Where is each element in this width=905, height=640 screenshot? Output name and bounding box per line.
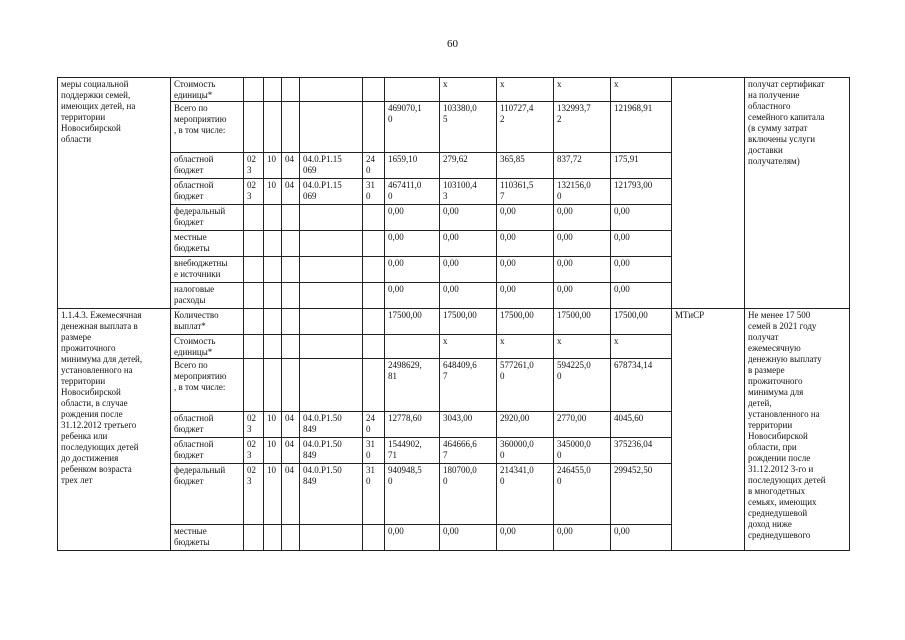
table-cell: 04.0.P1.50 849 <box>300 464 363 525</box>
table-cell: 04 <box>282 153 300 179</box>
table-cell: 02 3 <box>244 438 264 464</box>
table-cell: 02 3 <box>244 153 264 179</box>
table-cell: 0,00 <box>497 205 554 231</box>
table-cell: 0,00 <box>440 231 497 257</box>
table-cell <box>363 257 385 283</box>
table-cell: 0,00 <box>497 525 554 551</box>
table-cell <box>244 283 264 309</box>
table-cell: 0,00 <box>611 525 672 551</box>
table-cell: областной бюджет <box>171 412 244 438</box>
table-cell <box>282 231 300 257</box>
table-cell: получат сертификат на получение областного семейного капитала (в сумму затрат включены услуги доставки получателям) <box>745 78 850 309</box>
table-cell <box>300 525 363 551</box>
table-cell: 4045,60 <box>611 412 672 438</box>
table-row <box>58 309 850 335</box>
table-cell: 132156,0 0 <box>554 179 611 205</box>
table-cell: 175,91 <box>611 153 672 179</box>
table-cell: 375236,04 <box>611 438 672 464</box>
table-cell: 464666,6 7 <box>440 438 497 464</box>
table-cell: 0,00 <box>554 231 611 257</box>
table-cell: областной бюджет <box>171 438 244 464</box>
table-cell <box>282 309 300 335</box>
table-cell <box>282 283 300 309</box>
table-cell <box>264 283 282 309</box>
table-cell: 02 3 <box>244 464 264 525</box>
table-cell: 0,00 <box>554 525 611 551</box>
table-cell: Всего по мероприятию , в том числе: <box>171 102 244 153</box>
table-cell <box>363 283 385 309</box>
budget-table <box>57 77 850 551</box>
table-cell: 17500,00 <box>611 309 672 335</box>
table-cell: 469070,1 0 <box>385 102 440 153</box>
table-cell: 110361,5 7 <box>497 179 554 205</box>
table-cell: 04.0.P1.15 069 <box>300 179 363 205</box>
table-cell: 0,00 <box>440 205 497 231</box>
table-cell: 365,85 <box>497 153 554 179</box>
table-cell: 04.0.P1.50 849 <box>300 412 363 438</box>
table-cell: x <box>611 78 672 102</box>
table-cell: 279,62 <box>440 153 497 179</box>
table-cell: 0,00 <box>611 257 672 283</box>
table-cell <box>282 335 300 359</box>
table-cell <box>363 525 385 551</box>
table-cell: 31 0 <box>363 464 385 525</box>
table-cell: 577261,0 0 <box>497 359 554 412</box>
table-cell <box>264 359 282 412</box>
table-cell <box>244 102 264 153</box>
table-cell <box>264 525 282 551</box>
table-cell: 1544902, 71 <box>385 438 440 464</box>
table-cell: 0,00 <box>385 231 440 257</box>
table-cell: 121968,91 <box>611 102 672 153</box>
table-cell: областной бюджет <box>171 153 244 179</box>
table-cell <box>244 205 264 231</box>
table-cell: 0,00 <box>385 283 440 309</box>
table-cell <box>363 205 385 231</box>
table-body <box>58 78 850 551</box>
table-cell: 103380,0 5 <box>440 102 497 153</box>
table-cell: 0,00 <box>497 283 554 309</box>
table-cell: федеральный бюджет <box>171 464 244 525</box>
table-cell <box>363 359 385 412</box>
table-cell: 594225,0 0 <box>554 359 611 412</box>
table-cell: налоговые расходы <box>171 283 244 309</box>
table-cell <box>300 231 363 257</box>
table-cell: 12778,60 <box>385 412 440 438</box>
table-cell <box>264 309 282 335</box>
table-cell: 648409,6 7 <box>440 359 497 412</box>
table-cell <box>264 78 282 102</box>
table-cell: x <box>440 335 497 359</box>
table-cell <box>244 231 264 257</box>
table-cell: МТиСР <box>672 309 745 551</box>
table-cell: 0,00 <box>611 205 672 231</box>
table-cell <box>300 78 363 102</box>
table-cell <box>282 205 300 231</box>
table-cell: 04.0.P1.15 069 <box>300 153 363 179</box>
table-cell: 940948,5 0 <box>385 464 440 525</box>
table-cell: 0,00 <box>554 283 611 309</box>
table-cell <box>244 525 264 551</box>
table-cell: 467411,0 0 <box>385 179 440 205</box>
table-cell: Количество выплат* <box>171 309 244 335</box>
table-cell: 132993,7 2 <box>554 102 611 153</box>
table-cell: 17500,00 <box>554 309 611 335</box>
table-cell: 246455,0 0 <box>554 464 611 525</box>
table-cell: 0,00 <box>440 257 497 283</box>
table-cell: 0,00 <box>385 205 440 231</box>
table-cell <box>264 257 282 283</box>
table-cell: 02 3 <box>244 179 264 205</box>
table-cell <box>363 102 385 153</box>
table-cell <box>244 359 264 412</box>
table-cell: 0,00 <box>385 525 440 551</box>
table-cell: 2920,00 <box>497 412 554 438</box>
table-cell: 0,00 <box>497 231 554 257</box>
table-cell <box>264 335 282 359</box>
table-cell <box>363 335 385 359</box>
table-cell <box>282 78 300 102</box>
table-cell: 04.0.P1.50 849 <box>300 438 363 464</box>
table-cell: 04 <box>282 179 300 205</box>
table-cell <box>672 78 745 309</box>
table-cell: областной бюджет <box>171 179 244 205</box>
table-cell <box>363 231 385 257</box>
table-cell: Стоимость единицы* <box>171 78 244 102</box>
table-cell: 10 <box>264 464 282 525</box>
table-cell: x <box>440 78 497 102</box>
table-cell <box>385 335 440 359</box>
table-cell <box>363 309 385 335</box>
table-cell: 24 0 <box>363 153 385 179</box>
table-cell: 17500,00 <box>497 309 554 335</box>
table-cell: 103100,4 3 <box>440 179 497 205</box>
table-cell: 0,00 <box>554 257 611 283</box>
table-cell: 121793,00 <box>611 179 672 205</box>
table-cell <box>300 283 363 309</box>
table-cell: 678734,14 <box>611 359 672 412</box>
table-cell: x <box>554 78 611 102</box>
table-cell: 3043,00 <box>440 412 497 438</box>
table-cell: 214341,0 0 <box>497 464 554 525</box>
table-cell: федеральный бюджет <box>171 205 244 231</box>
table-cell: 299452,50 <box>611 464 672 525</box>
table-row <box>58 78 850 102</box>
table-cell: 0,00 <box>554 205 611 231</box>
table-cell <box>244 335 264 359</box>
table-cell: 0,00 <box>497 257 554 283</box>
table-cell <box>244 78 264 102</box>
table-cell: x <box>554 335 611 359</box>
page-number: 60 <box>447 38 458 50</box>
table-cell: 180700,0 0 <box>440 464 497 525</box>
table-cell: 2770,00 <box>554 412 611 438</box>
table-cell: 04 <box>282 412 300 438</box>
table-cell: 02 3 <box>244 412 264 438</box>
table-cell: Не менее 17 500 семей в 2021 году получат ежемесячную денежную выплату в размере прожиточного минимума для детей, установленного на территории Новосибирской области, при рождении после 31.12.2012 3-го и последующих детей в многодетных семьях, имеющих среднедушевой доход ниже среднедушевого <box>745 309 850 551</box>
table-cell: 1659,10 <box>385 153 440 179</box>
table-cell: 17500,00 <box>385 309 440 335</box>
table-cell <box>282 525 300 551</box>
table-cell: меры социальной поддержки семей, имеющих детей, на территории Новосибирской области <box>58 78 171 309</box>
table-cell: внебюджетны е источники <box>171 257 244 283</box>
table-cell: 31 0 <box>363 179 385 205</box>
table-cell <box>300 359 363 412</box>
table-cell <box>300 257 363 283</box>
table-cell: 360000,0 0 <box>497 438 554 464</box>
table-cell: 04 <box>282 438 300 464</box>
table-cell: 10 <box>264 179 282 205</box>
table-cell: 0,00 <box>385 257 440 283</box>
table-cell <box>264 231 282 257</box>
table-cell: 24 0 <box>363 412 385 438</box>
table-cell: 2498629, 81 <box>385 359 440 412</box>
table-cell: 17500,00 <box>440 309 497 335</box>
table-cell: 0,00 <box>440 283 497 309</box>
table-cell: 31 0 <box>363 438 385 464</box>
table-cell: 10 <box>264 153 282 179</box>
table-cell: 10 <box>264 438 282 464</box>
table-cell: 0,00 <box>611 231 672 257</box>
table-cell: x <box>611 335 672 359</box>
table-cell: 04 <box>282 464 300 525</box>
table-cell <box>244 257 264 283</box>
table-cell: 0,00 <box>611 283 672 309</box>
table-cell <box>385 78 440 102</box>
table-cell <box>300 335 363 359</box>
table-cell <box>244 309 264 335</box>
table-cell <box>300 309 363 335</box>
table-cell <box>300 102 363 153</box>
table-cell: Стоимость единицы* <box>171 335 244 359</box>
table-cell <box>363 78 385 102</box>
table-cell: местные бюджеты <box>171 231 244 257</box>
table-cell: Всего по мероприятию , в том числе: <box>171 359 244 412</box>
table-cell <box>264 205 282 231</box>
table-cell <box>282 359 300 412</box>
table-cell: 1.1.4.3. Ежемесячная денежная выплата в размере прожиточного минимума для детей, установленного на территории Новосибирской области, в случае рождения после 31.12.2012 третьего ребенка или последующих детей до достижения ребенком возраста трех лет <box>58 309 171 551</box>
table-cell <box>300 205 363 231</box>
table-cell <box>282 102 300 153</box>
table-cell: 837,72 <box>554 153 611 179</box>
table-cell: местные бюджеты <box>171 525 244 551</box>
table-cell: x <box>497 78 554 102</box>
table-cell <box>264 102 282 153</box>
table-cell: 345000,0 0 <box>554 438 611 464</box>
table-cell: 110727,4 2 <box>497 102 554 153</box>
table-cell: x <box>497 335 554 359</box>
table-cell: 10 <box>264 412 282 438</box>
table-cell <box>282 257 300 283</box>
table-cell: 0,00 <box>440 525 497 551</box>
